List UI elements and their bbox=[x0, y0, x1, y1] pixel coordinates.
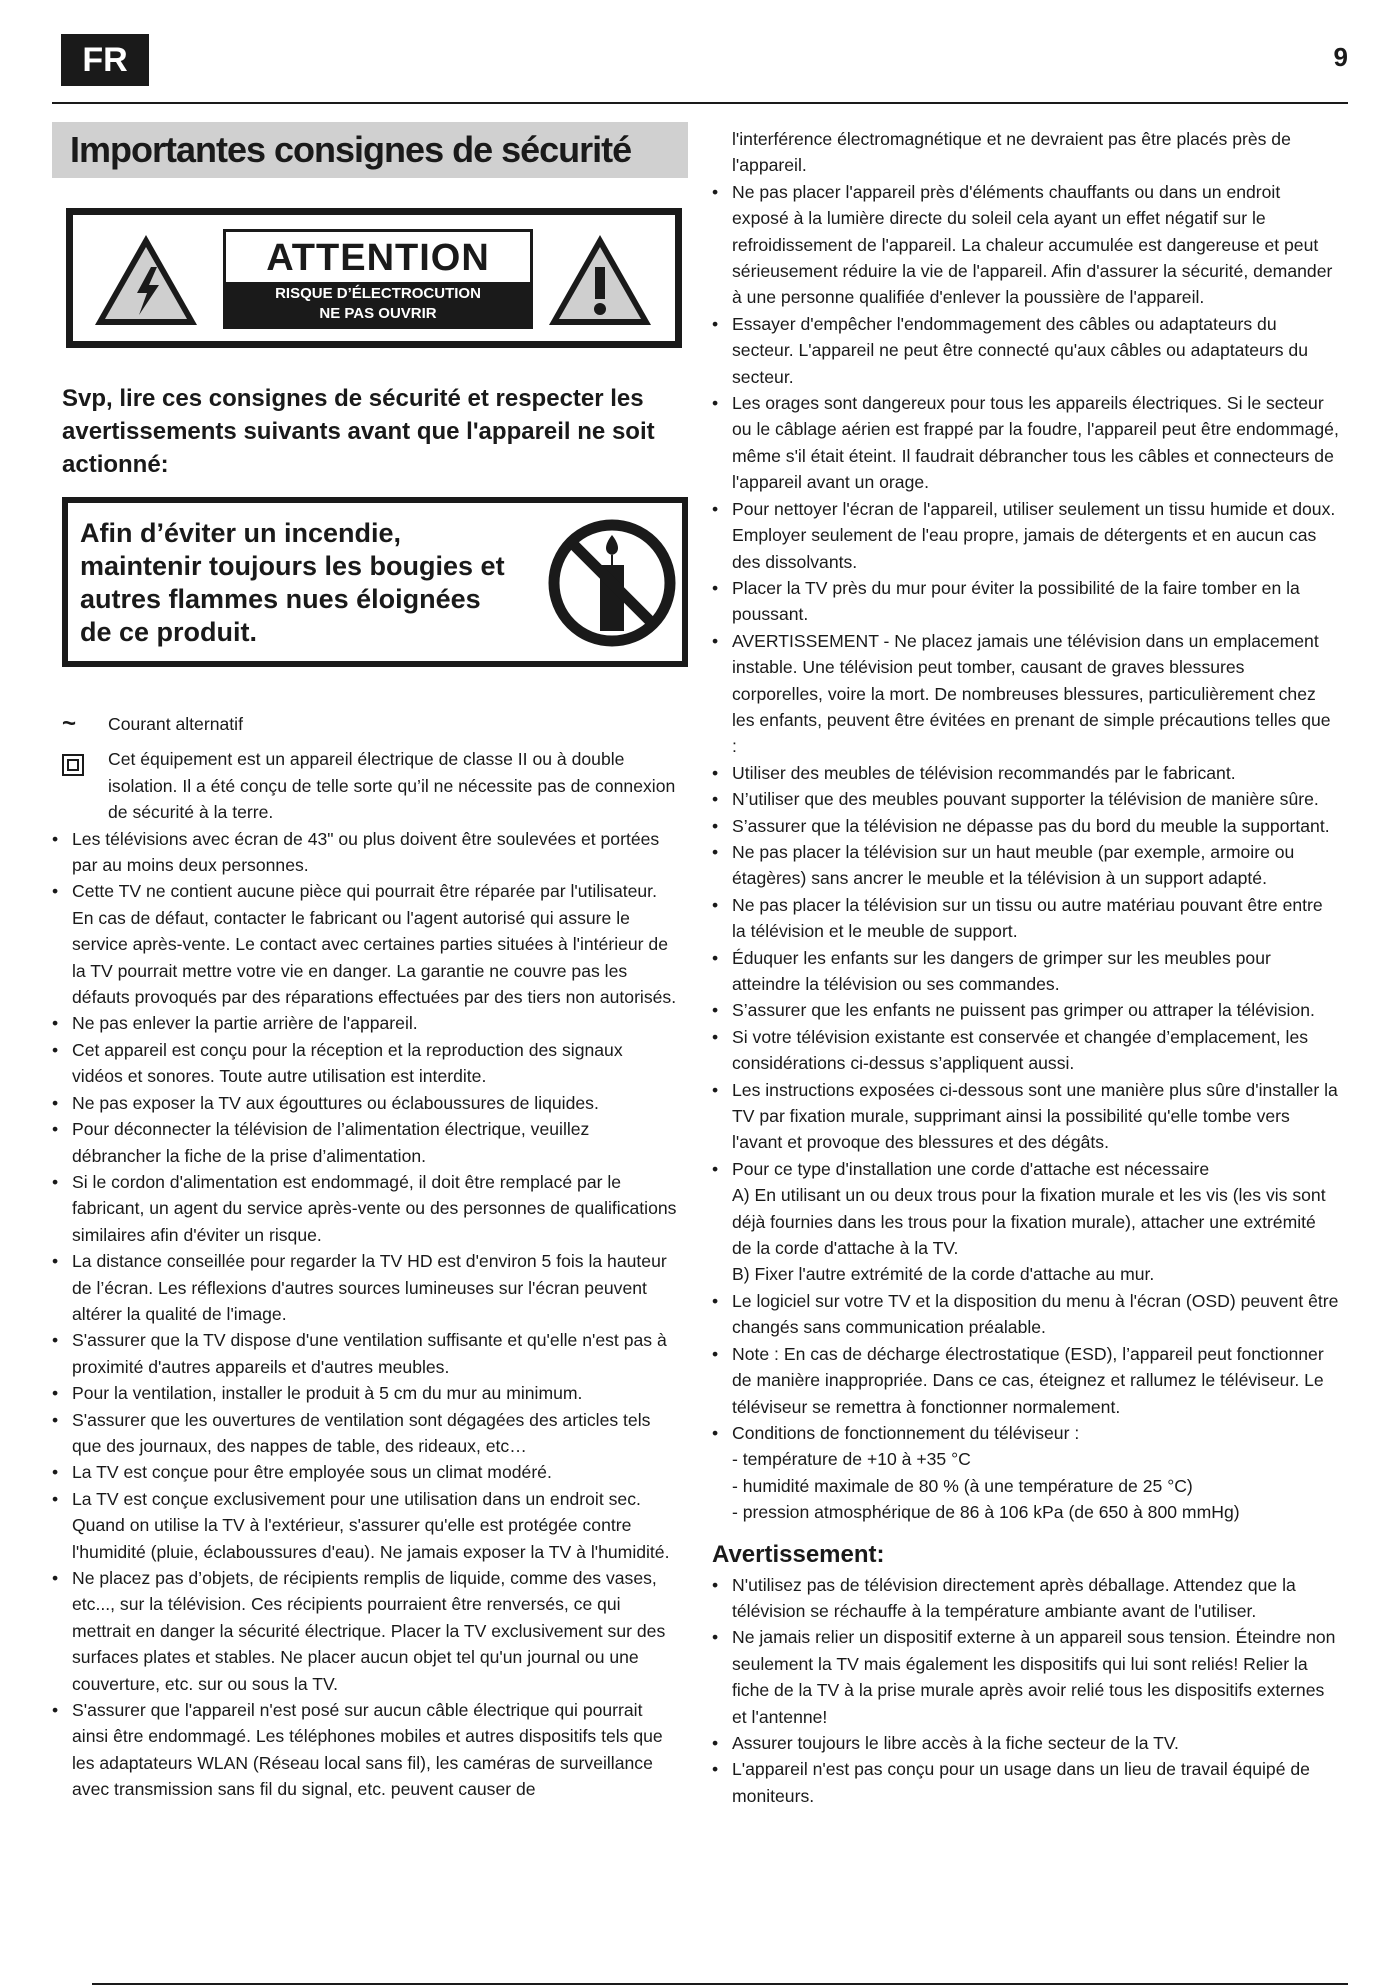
list-item: • La TV est conçue pour être employée sous un climat modéré. bbox=[52, 1459, 678, 1485]
list-item: • Ne placez pas d’objets, de récipients remplis de liquide, comme des vases, etc..., sur la télévision. Ces récipients pourraient être renversés, ce qui mettrait en danger la sécurité électrique. Placer la TV exclusivement sur des surfaces plates et stables. Ne placer aucun objet tel qu'un journal ou une couverture, etc. sur ou sous la TV. bbox=[52, 1565, 678, 1697]
exclamation-warning-icon bbox=[545, 231, 655, 329]
list-item: • Conditions de fonctionnement du téléviseur : - température de +10 à +35 °C - humidité maximale de 80 % (à une température de 25 °C) - pression atmosphérique de 86 à 106 kPa (de 650 à 800 mmHg) bbox=[712, 1420, 1340, 1526]
symbol-legend bbox=[62, 711, 688, 826]
list-item: • Cette TV ne contient aucune pièce qui pourrait être réparée par l'utilisateur. En cas de défaut, contacter le fabricant ou l'agent autorisé qui assure le service après-vente. Le contact avec certaines parties situées à l'intérieur de la TV pourrait mettre votre vie en danger. La garantie ne couvre pas les défauts provoqués par des réparations effectuées par des tiers non autorisés. bbox=[52, 878, 678, 1010]
symbol-row-ac bbox=[62, 711, 688, 738]
double-square-class2-icon bbox=[62, 746, 108, 825]
list-item: • S’assurer que la télévision ne dépasse pas du bord du meuble la supportant. bbox=[712, 813, 1340, 839]
continued-paragraph: l'interférence électromagnétique et ne devraient pas être placés près de l'appareil. bbox=[732, 129, 1291, 176]
list-item: • Pour déconnecter la télévision de l’alimentation électrique, veuillez débrancher la fiche de la prise d’alimentation. bbox=[52, 1116, 678, 1169]
symbol-text: Cet équipement est un appareil électrique de classe II ou à double isolation. Il a été conçu de telle sorte qu’il ne nécessite pas de connexion de sécurité à la terre. bbox=[108, 749, 676, 823]
list-item: • La TV est conçue exclusivement pour une utilisation dans un endroit sec. Quand on utilise la TV à l'extérieur, s'assurer qu'elle est protégée contre l'humidité (pluie, éclaboussures d'eau). Ne jamais exposer la TV à l'humidité. bbox=[52, 1486, 678, 1565]
list-item: • L'appareil n'est pas conçu pour un usage dans un lieu de travail équipé de moniteurs. bbox=[712, 1756, 1340, 1809]
list-item: • Ne pas placer la télévision sur un tissu ou autre matériau pouvant être entre la télévision et le meuble de support. bbox=[712, 892, 1340, 945]
list-item: • Les télévisions avec écran de 43" ou plus doivent être soulevées et portées par au moins deux personnes. bbox=[52, 826, 678, 879]
right-bullet-list bbox=[712, 179, 1340, 1526]
list-item: • Placer la TV près du mur pour éviter la possibilité de la faire tomber en la poussant. bbox=[712, 575, 1340, 628]
lightning-warning-icon bbox=[91, 231, 201, 329]
list-item: • Pour la ventilation, installer le produit à 5 cm du mur au minimum. bbox=[52, 1380, 678, 1406]
page-title: Importantes consignes de sécurité bbox=[52, 122, 688, 178]
list-item: • Ne pas placer la télévision sur un haut meuble (par exemple, armoire ou étagères) sans ancrer le meuble et la télévision à un support adapté. bbox=[712, 839, 1340, 892]
list-item: • S'assurer que la TV dispose d'une ventilation suffisante et qu'elle n'est pas à proximité d'autres appareils et d'autres meubles. bbox=[52, 1327, 678, 1380]
list-item: • N’utiliser que des meubles pouvant supporter la télévision de manière sûre. bbox=[712, 786, 1340, 812]
list-item: • Assurer toujours le libre accès à la fiche secteur de la TV. bbox=[712, 1730, 1340, 1756]
attention-word: ATTENTION bbox=[266, 237, 490, 279]
intro-heading: Svp, lire ces consignes de sécurité et respecter les avertissements suivants avant que l'appareil ne soit actionné: bbox=[62, 385, 655, 478]
list-item: • Cet appareil est conçu pour la réception et la reproduction des signaux vidéos et sonores. Toute autre utilisation est interdite. bbox=[52, 1037, 678, 1090]
attention-line-2: NE PAS OUVRIR bbox=[319, 305, 437, 322]
list-item: • Essayer d'empêcher l'endommagement des câbles ou adaptateurs du secteur. L'appareil ne peut être connecté qu'aux câbles ou adaptateurs du secteur. bbox=[712, 311, 1340, 390]
symbol-text: Courant alternatif bbox=[108, 714, 243, 734]
tilde-ac-icon: ~ bbox=[62, 710, 77, 737]
list-item: • S'assurer que les ouvertures de ventilation sont dégagées des articles tels que des journaux, des nappes de table, des rideaux, etc… bbox=[52, 1407, 678, 1460]
list-item: • Pour nettoyer l'écran de l'appareil, utiliser seulement un tissu humide et doux. Employer seulement de l'eau propre, jamais de détergents et en aucun cas des dissolvants. bbox=[712, 496, 1340, 575]
list-item: • Les orages sont dangereux pour tous les appareils électriques. Si le secteur ou le câblage aérien est frappé par la foudre, l'appareil peut être endommagé, même s'il était éteint. Il faudrait débrancher tous les câbles et connecteurs de l'appareil avant un orage. bbox=[712, 390, 1340, 496]
left-bullet-list bbox=[52, 826, 678, 1803]
page-number: 9 bbox=[1333, 42, 1348, 72]
list-item: • Utiliser des meubles de télévision recommandés par le fabricant. bbox=[712, 760, 1340, 786]
list-item: • Ne pas enlever la partie arrière de l'appareil. bbox=[52, 1010, 678, 1036]
list-item: • Ne pas placer l'appareil près d'éléments chauffants ou dans un endroit exposé à la lumière directe du soleil cela ayant un effet négatif sur le refroidissement de l'appareil. La chaleur accumulée est dangereuse et peut sérieusement réduire la vie de l'appareil. Afin d'assurer la sécurité, demander à une personne qualifiée d'enlever la poussière de l'appareil. bbox=[712, 179, 1340, 311]
list-item: • Pour ce type d'installation une corde d'attache est nécessaire A) En utilisant un ou deux trous pour la fixation murale et les vis (les vis sont déjà fournies dans les trous pour la fixation murale), attacher une extrémité de la corde d'attache à la TV. B) Fixer l'autre extrémité de la corde d'attache au mur. bbox=[712, 1156, 1340, 1288]
fire-warning-text: Afin d’éviter un incendie, maintenir toujours les bougies et autres flammes nues éloignées de ce produit. bbox=[80, 518, 505, 647]
footer-divider bbox=[92, 1983, 1348, 1985]
list-item: • Les instructions exposées ci-dessous sont une manière plus sûre d'installer la TV par fixation murale, supprimant ainsi la possibilité qu'elle tombe vers l'avant et provoque des blessures et des dégâts. bbox=[712, 1077, 1340, 1156]
left-column bbox=[52, 120, 688, 1803]
fire-warning-box bbox=[62, 497, 688, 667]
list-item: • Note : En cas de décharge électrostatique (ESD), l’appareil peut fonctionner de manière inappropriée. Dans ce cas, éteignez et rallumez le téléviseur. Le téléviseur se remettra à fonctionner normalement. bbox=[712, 1341, 1340, 1420]
list-item: • Ne jamais relier un dispositif externe à un appareil sous tension. Éteindre non seulement la TV mais également les dispositifs qui lui sont reliés! Relier la fiche de la TV à la prise murale après avoir relié tous les dispositifs externes et l'antenne! bbox=[712, 1624, 1340, 1730]
list-item: • S'assurer que l'appareil n'est posé sur aucun câble électrique qui pourrait ainsi être endommagé. Les téléphones mobiles et autres dispositifs tels que les adaptateurs WLAN (Réseau local sans fil), les caméras de surveillance avec transmission sans fil du signal, etc. peuvent causer de bbox=[52, 1697, 678, 1803]
attention-label bbox=[223, 229, 533, 329]
right-column bbox=[712, 126, 1340, 1809]
list-item: • S’assurer que les enfants ne puissent pas grimper ou attraper la télévision. bbox=[712, 997, 1340, 1023]
language-badge: FR bbox=[61, 34, 149, 86]
no-candle-icon bbox=[542, 513, 682, 653]
list-item: • Si le cordon d'alimentation est endommagé, il doit être remplacé par le fabricant, un agent du service après-vente ou des personnes de qualifications similaires afin d'éviter un risque. bbox=[52, 1169, 678, 1248]
list-item: • Ne pas exposer la TV aux égouttures ou éclaboussures de liquides. bbox=[52, 1090, 678, 1116]
attention-warning-box bbox=[66, 208, 682, 348]
list-item: • AVERTISSEMENT - Ne placez jamais une télévision dans un emplacement instable. Une télévision peut tomber, causant de graves blessures corporelles, voire la mort. De nombreuses blessures, particulièrement chez les enfants, peuvent être évitées en prenant de simple précautions telles que : bbox=[712, 628, 1340, 760]
attention-line-1: RISQUE D’ÉLECTROCUTION bbox=[275, 285, 481, 302]
warning-heading: Avertissement: bbox=[712, 1540, 885, 1568]
list-item: • Éduquer les enfants sur les dangers de grimper sur les meubles pour atteindre la télévision ou ses commandes. bbox=[712, 945, 1340, 998]
header-divider bbox=[52, 102, 1348, 104]
attention-subtext bbox=[226, 282, 530, 326]
warning-bullet-list bbox=[712, 1572, 1340, 1810]
list-item: • Le logiciel sur votre TV et la disposition du menu à l'écran (OSD) peuvent être changés sans communication préalable. bbox=[712, 1288, 1340, 1341]
symbol-row-class2 bbox=[62, 746, 688, 825]
list-item: • Si votre télévision existante est conservée et changée d’emplacement, les considérations ci-dessus s’appliquent aussi. bbox=[712, 1024, 1340, 1077]
list-item: • La distance conseillée pour regarder la TV HD est d'environ 5 fois la hauteur de l’écran. Les réflexions d'autres sources lumineuses sur l'écran peuvent altérer la qualité de l'image. bbox=[52, 1248, 678, 1327]
list-item: • N'utilisez pas de télévision directement après déballage. Attendez que la télévision se réchauffe à la température ambiante avant de l'utiliser. bbox=[712, 1572, 1340, 1625]
